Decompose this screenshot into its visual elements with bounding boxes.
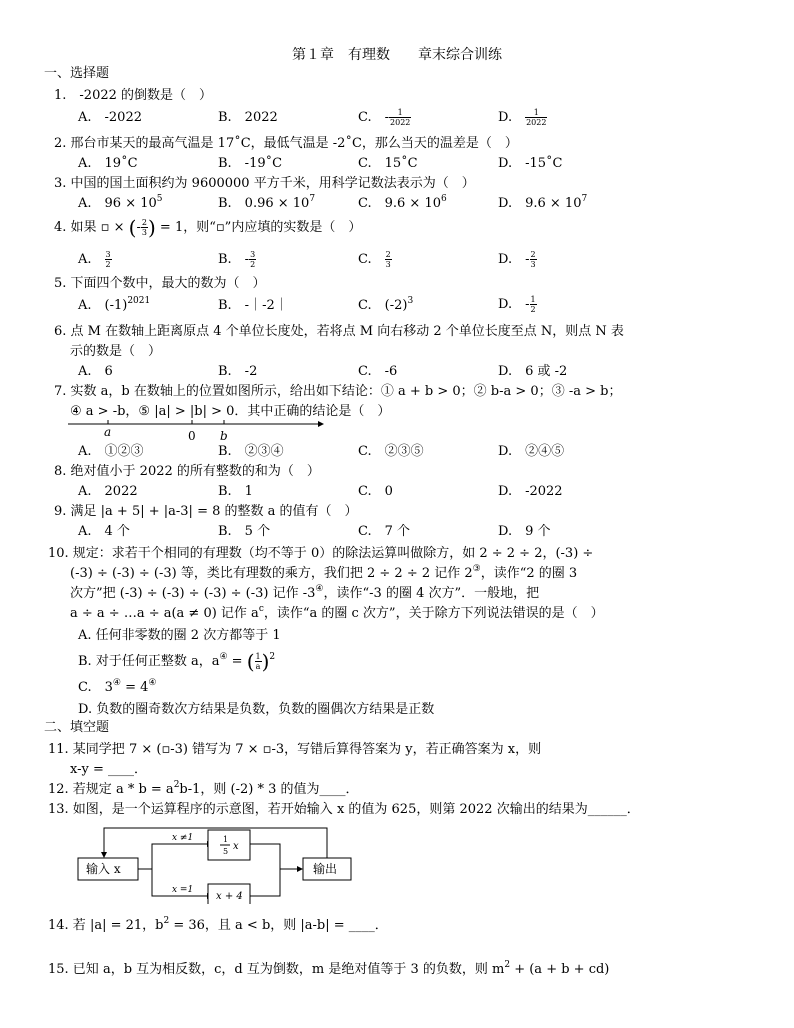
op-denominator: 5 [223, 847, 229, 856]
q10-option-c: C. 3④ = 4④ [78, 678, 157, 695]
op-variable: x [233, 841, 239, 852]
q1-option-b: B. 2022 [218, 110, 278, 125]
q4-option-b: B. - $\frac{3}{2}$ [218, 250, 256, 269]
question-4-stem: 4. 如果 ▫ × (- $\frac{2}{3}$ ) = 1，则“▫”内应填的实数是（ ） [54, 215, 362, 240]
q10-option-d: D. 负数的圈奇数次方结果是负数，负数的圈偶次方结果是正数 [78, 702, 435, 717]
question-6-line1: 6. 点 M 在数轴上距离原点 4 个单位长度处，若将点 M 向右移动 2 个单位长度至点 N，则点 N 表 [54, 324, 624, 339]
question-8-stem: 8. 绝对值小于 2022 的所有整数的和为（ ） [54, 464, 320, 479]
q3-option-a: A. $96 \times 10^5$ [78, 194, 163, 211]
question-14: 14. 若 |a| = 21，$b^2 = 36$，且 a < b，则 |a-b| = ____． [48, 916, 388, 933]
q6-option-b: B. -2 [218, 364, 258, 379]
question-9-stem: 9. 满足 |a + 5| + |a-3| = 8 的整数 a 的值有（ ） [54, 504, 358, 519]
question-3-stem: 3. 中国的国土面积约为 9600000 平方千米，用科学记数法表示为（ ） [54, 176, 475, 191]
q5-option-b: B. -｜-2｜ [218, 298, 288, 313]
number-line-arrow [318, 421, 324, 427]
question-10-line4: a ÷ a ÷ …a ÷ a(a ≠ 0) 记作 $a^c$，读作“a 的圈 c 次方”，关于除方下列说法错误的是（ ） [70, 604, 604, 621]
output-arrow [297, 866, 303, 872]
q3-option-c: C. $9.6 \times 10^6$ [358, 194, 447, 211]
q4-option-c: C. $\frac{2}{3}$ [358, 250, 391, 269]
q5-option-a: A. $(-1)^{2021}$ [78, 296, 151, 313]
question-10-line3: 次方”把 (-3) ÷ (-3) ÷ (-3) ÷ (-3) 记作 -3④，读作“-3 的圈 4 次方”．一般地，把 [70, 584, 540, 601]
condition-top: x ≠1 [172, 833, 194, 843]
loop-arrow [101, 852, 107, 858]
question-2-stem: 2. 邢台市某天的最高气温是 17˚C，最低气温是 -2˚C，那么当天的温差是（ ） [54, 136, 518, 151]
condition-bottom: x =1 [172, 885, 194, 895]
q9-option-c: C. 7 个 [358, 524, 411, 539]
q3-option-d: D. $9.6 \times 10^7$ [498, 194, 588, 211]
q7-option-d: D. ②④⑤ [498, 444, 565, 459]
section-heading-fill: 二、填空题 [44, 720, 110, 735]
question-6-line2: 示的数是（ ） [70, 344, 162, 359]
q5-option-d: D. - $\frac{1}{2}$ [498, 295, 536, 314]
output-label: 输出 [313, 862, 338, 876]
q7-option-c: C. ②③⑤ [358, 444, 424, 459]
question-5-stem: 5. 下面四个数中，最大的数为（ ） [54, 276, 266, 291]
question-7-line2: ④ a > -b，⑤ |a| > |b| > 0．其中正确的结论是（ ） [70, 404, 391, 419]
question-1-stem: 1. -2022 的倒数是（ ） [54, 88, 213, 103]
q9-option-a: A. 4 个 [78, 524, 130, 539]
q1-option-d: D. $\frac{1}{2022}$ [498, 108, 547, 127]
q9-option-b: B. 5 个 [218, 524, 271, 539]
to-output-bottom [250, 869, 280, 896]
q8-option-a: A. 2022 [78, 484, 138, 499]
flowchart-diagram [70, 824, 370, 904]
q2-option-b: B. -19˚C [218, 156, 283, 171]
q1-option-a: A. -2022 [78, 110, 142, 125]
q7-option-a: A. ①②③ [78, 444, 144, 459]
q10-option-b: B. 对于任何正整数 a，a④ = ( $\frac{1}{a}$ )$^2$ [78, 649, 276, 674]
q2-option-c: C. 15˚C [358, 156, 418, 171]
number-line-figure [66, 418, 326, 442]
input-label: 输入 x [86, 862, 121, 876]
question-13-stem: 13. 如图，是一个运算程序的示意图，若开始输入 x 的值为 625，则第 2022 次输出的结果为______． [48, 802, 640, 817]
q2-option-a: A. 19˚C [78, 156, 138, 171]
q1-option-c: C. - $\frac{1}{2022}$ [358, 108, 411, 127]
top-path [138, 844, 207, 869]
label-a: a [104, 425, 112, 439]
q4-option-d: D. - $\frac{2}{3}$ [498, 250, 536, 269]
q9-option-d: D. 9 个 [498, 524, 551, 539]
q10-option-a: A. 任何非零数的圈 2 次方都等于 1 [78, 628, 281, 643]
q8-option-b: B. 1 [218, 484, 253, 499]
question-10-line1: 10. 规定：求若干个相同的有理数（均不等于 0）的除法运算叫做除方，如 2 ÷ 2 ÷ 2，(-3) ÷ [48, 546, 594, 561]
question-10-line2: (-3) ÷ (-3) ÷ (-3) 等，类比有理数的乘方，我们把 2 ÷ 2 ÷ 2 记作 2③，读作“2 的圈 3 [70, 564, 578, 581]
op-numerator: 1 [223, 835, 229, 844]
op-add-label: x + 4 [216, 891, 243, 902]
section-heading-choice: 一、选择题 [44, 66, 110, 81]
question-11-line1: 11. 某同学把 7 × (▫-3) 错写为 7 × ▫-3，写错后算得答案为 y，若正确答案为 x，则 [48, 742, 542, 757]
q6-option-d: D. 6 或 -2 [498, 364, 568, 379]
q7-option-b: B. ②③④ [218, 444, 284, 459]
q3-option-b: B. $0.96 \times 10^7$ [218, 194, 316, 211]
to-output-top [250, 844, 297, 869]
q8-option-c: C. 0 [358, 484, 393, 499]
q5-option-c: C. $(-2)^3$ [358, 296, 414, 313]
q6-option-a: A. 6 [78, 364, 113, 379]
page-title: 第１章 有理数 章末综合训练 [292, 47, 502, 63]
question-12: 12. 若规定 $a * b = a^2b-1$，则 (-2) * 3 的值为____． [48, 780, 359, 797]
q2-option-d: D. -15˚C [498, 156, 563, 171]
q8-option-d: D. -2022 [498, 484, 563, 499]
label-b: b [220, 429, 228, 442]
question-7-line1: 7. 实数 a，b 在数轴上的位置如图所示，给出如下结论：① a + b > 0；② b-a > 0；③ -a > b； [54, 384, 622, 399]
question-15: 15. 已知 a，b 互为相反数，c，d 互为倒数，m 是绝对值等于 3 的负数，则 $m^2 + (a + b + cd)$ [48, 960, 610, 977]
label-0: 0 [188, 429, 196, 442]
q4-option-a: A. $\frac{3}{2}$ [78, 250, 111, 269]
q6-option-c: C. -6 [358, 364, 398, 379]
question-11-line2: x-y = ____． [70, 762, 147, 777]
